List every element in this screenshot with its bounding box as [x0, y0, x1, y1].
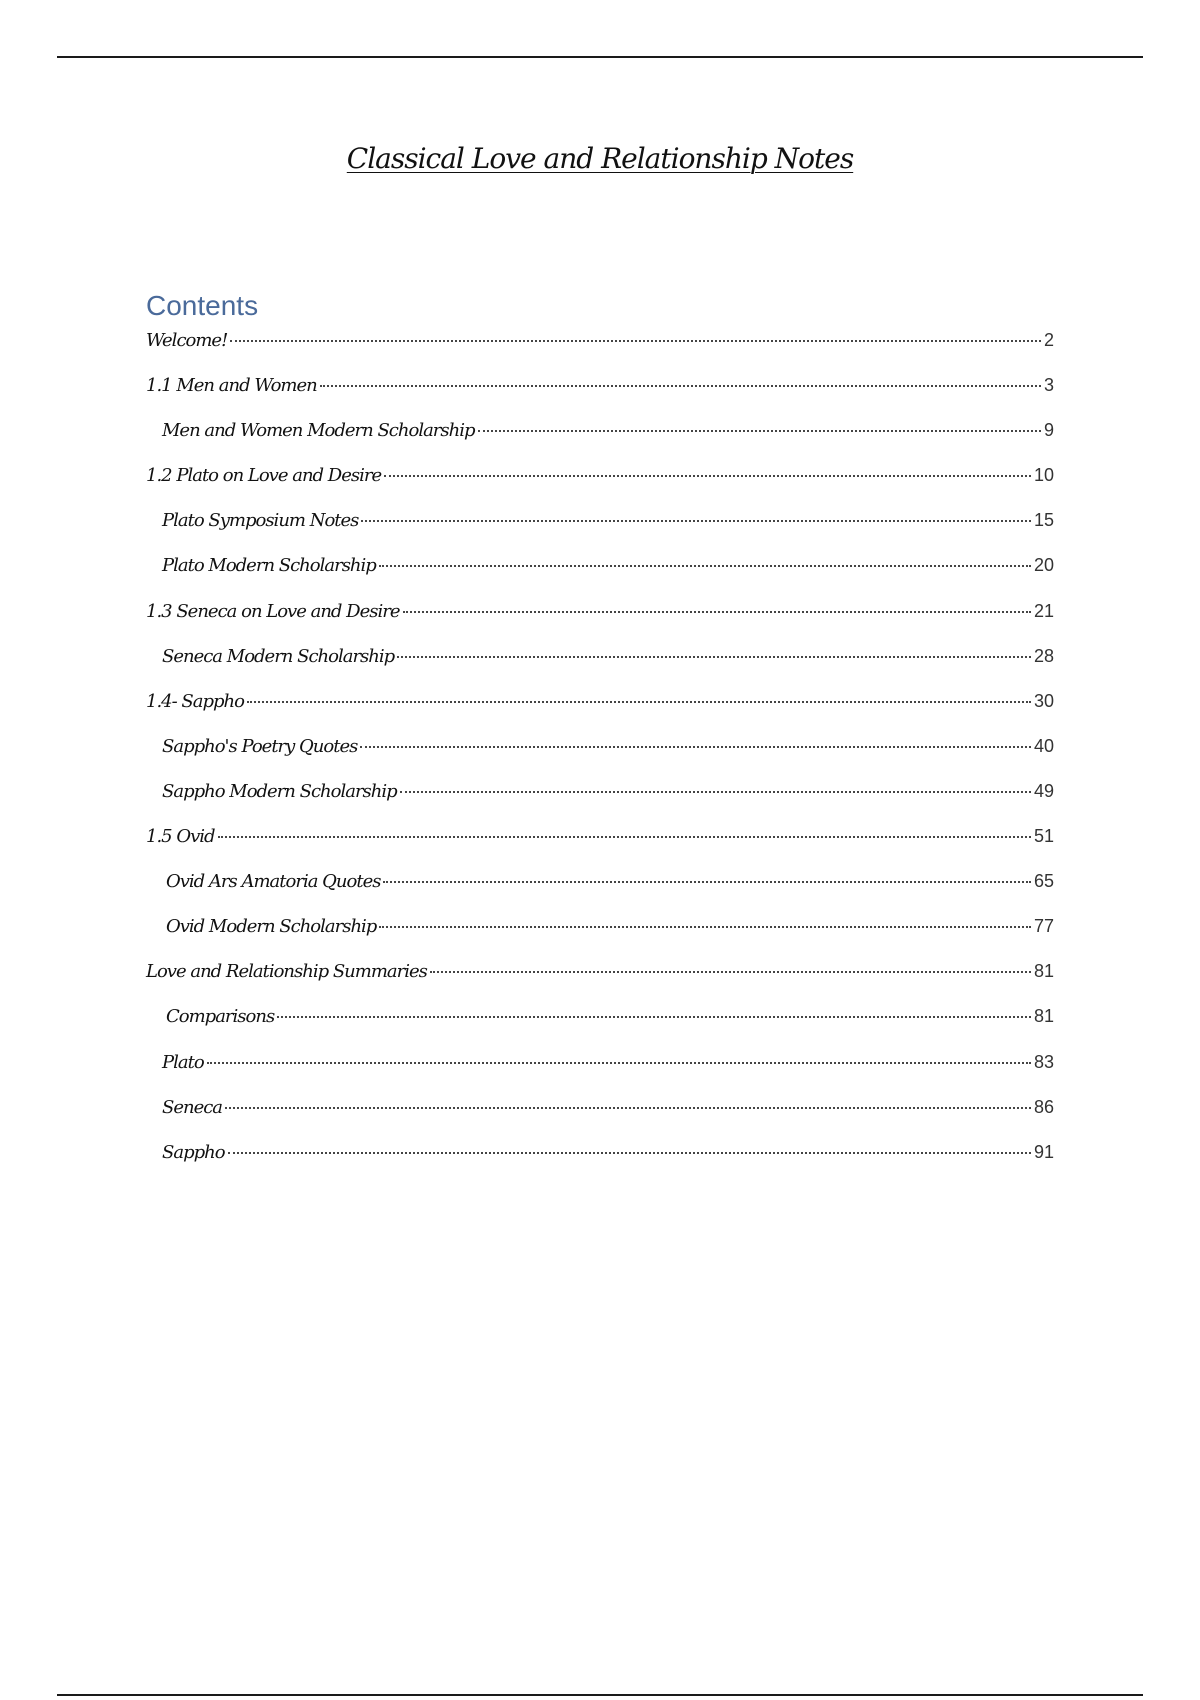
toc-entry-label: 1.5 Ovid — [146, 826, 215, 848]
toc-leader — [320, 385, 1041, 387]
toc-leader — [360, 746, 1031, 748]
toc-entry[interactable] — [146, 1006, 1054, 1051]
toc-entry-label: Plato — [162, 1051, 204, 1073]
toc-entry[interactable] — [146, 781, 1054, 826]
toc-leader — [247, 701, 1031, 703]
toc-leader — [228, 1152, 1031, 1154]
toc-entry[interactable] — [146, 420, 1054, 465]
toc-entry[interactable] — [146, 1142, 1054, 1187]
toc-leader — [430, 971, 1031, 973]
toc-entry[interactable] — [146, 871, 1054, 916]
toc-page-number: 20 — [1033, 555, 1054, 576]
toc-entry-label: Love and Relationship Summaries — [146, 961, 427, 983]
toc-entry[interactable] — [146, 555, 1054, 600]
toc-leader — [230, 340, 1041, 342]
toc-entry[interactable] — [146, 736, 1054, 781]
toc-leader — [225, 1107, 1031, 1109]
toc-page-number: 65 — [1033, 871, 1054, 892]
toc-page-number: 10 — [1033, 465, 1054, 486]
toc-entry[interactable] — [146, 646, 1054, 691]
toc-entry[interactable] — [146, 375, 1054, 420]
toc-page-number: 2 — [1043, 330, 1054, 350]
document-title-text: Classical Love and Relationship Notes — [346, 142, 854, 175]
toc-page-number: 9 — [1043, 420, 1054, 441]
contents-heading: Contents — [146, 290, 259, 321]
toc-entry-label: Ovid Ars Amatoria Quotes — [166, 871, 381, 893]
toc-entry-label: Sappho's Poetry Quotes — [162, 735, 358, 757]
toc-page-number: 77 — [1033, 916, 1054, 937]
toc-entry-label: Sappho — [162, 1141, 225, 1163]
toc-entry-label: Seneca Modern Scholarship — [162, 645, 395, 667]
toc-page-number: 28 — [1033, 645, 1054, 666]
toc-entry-label: Sappho Modern Scholarship — [162, 780, 397, 802]
toc-page-number: 83 — [1033, 1051, 1054, 1072]
toc-entry[interactable] — [146, 691, 1054, 736]
toc-leader — [383, 881, 1030, 883]
toc-page-number: 86 — [1033, 1096, 1054, 1117]
toc-leader — [218, 836, 1031, 838]
toc-entry[interactable] — [146, 1052, 1054, 1097]
toc-leader — [400, 791, 1031, 793]
table-of-contents — [146, 330, 1054, 1187]
toc-entry-label: 1.2 Plato on Love and Desire — [146, 465, 382, 487]
toc-page-number: 81 — [1033, 961, 1054, 982]
toc-entry-label: Seneca — [162, 1096, 223, 1118]
toc-entry[interactable] — [146, 826, 1054, 871]
toc-page-number: 15 — [1033, 510, 1054, 531]
toc-page-number: 3 — [1043, 375, 1054, 396]
footer-rule — [57, 1694, 1143, 1696]
toc-page-number: 49 — [1033, 780, 1054, 801]
toc-page-number: 40 — [1033, 735, 1054, 756]
toc-entry-label: Comparisons — [166, 1006, 275, 1028]
toc-page-number: 81 — [1033, 1006, 1054, 1027]
toc-entry[interactable] — [146, 1097, 1054, 1142]
toc-leader — [384, 475, 1031, 477]
toc-entry-label: Men and Women Modern Scholarship — [162, 420, 475, 442]
header-rule — [57, 56, 1143, 58]
toc-entry-label: Plato Modern Scholarship — [162, 555, 376, 577]
toc-entry-label: Ovid Modern Scholarship — [166, 916, 377, 938]
toc-entry[interactable] — [146, 510, 1054, 555]
toc-leader — [379, 565, 1031, 567]
toc-leader — [397, 656, 1031, 658]
toc-entry[interactable] — [146, 601, 1054, 646]
toc-page-number: 51 — [1033, 826, 1054, 847]
toc-entry-label: Welcome! — [146, 330, 228, 351]
toc-page-number: 91 — [1033, 1141, 1054, 1162]
toc-leader — [379, 926, 1031, 928]
document-title — [0, 142, 1200, 175]
toc-entry[interactable] — [146, 961, 1054, 1006]
toc-entry-label: Plato Symposium Notes — [162, 510, 359, 532]
toc-leader — [403, 611, 1031, 613]
toc-entry-label: 1.4- Sappho — [146, 690, 244, 712]
toc-leader — [361, 520, 1031, 522]
toc-entry[interactable] — [146, 465, 1054, 510]
toc-leader — [478, 430, 1041, 432]
toc-leader — [207, 1062, 1031, 1064]
toc-entry-label: 1.1 Men and Women — [146, 375, 317, 397]
toc-page-number: 30 — [1033, 690, 1054, 711]
toc-entry-label: 1.3 Seneca on Love and Desire — [146, 600, 400, 622]
toc-entry[interactable] — [146, 330, 1054, 375]
toc-entry[interactable] — [146, 916, 1054, 961]
toc-leader — [277, 1016, 1031, 1018]
toc-page-number: 21 — [1033, 600, 1054, 621]
